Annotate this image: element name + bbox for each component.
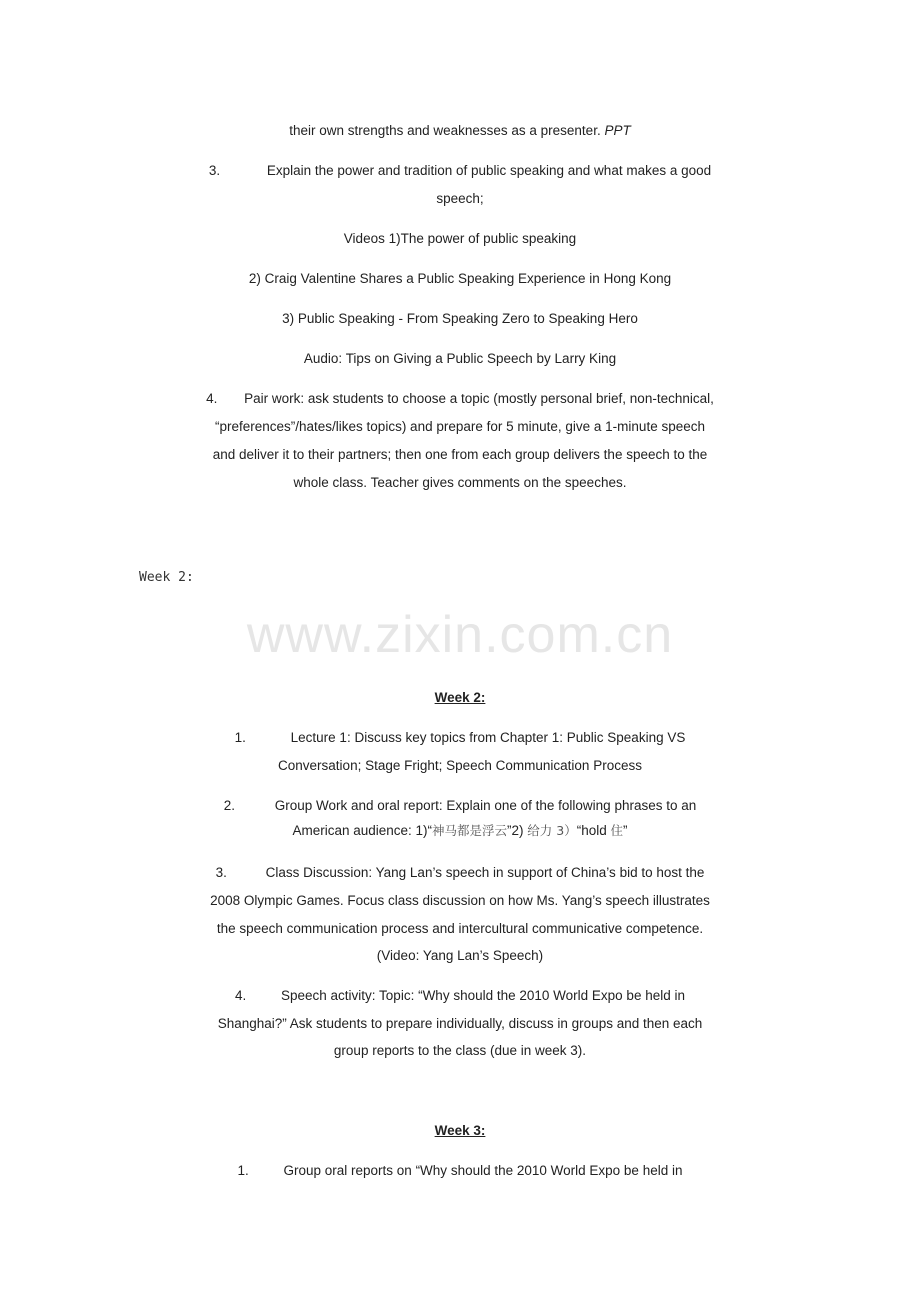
- week-2-item-2-text-1: Group Work and oral report: Explain one of the following phrases to an: [274, 798, 697, 813]
- week-2-heading-text: Week 2:: [434, 690, 486, 705]
- intro-line-1-text: their own strengths and weaknesses as a presenter.: [289, 123, 601, 138]
- week-2-item-4-text-3: group reports to the class (due in week 3).: [333, 1043, 587, 1058]
- week-2-item-1-number: 1.: [234, 730, 246, 745]
- intro-item-4-line-1: [0, 390, 920, 408]
- week-2-item-4-line-3: [0, 1042, 920, 1060]
- week-2-item-4-line-1: [0, 987, 920, 1005]
- week-2-item-2-phrase-2: 给力 3）: [527, 823, 577, 838]
- week-2-item-1-text-1: Lecture 1: Discuss key topics from Chapter 1: Public Speaking VS: [290, 730, 686, 745]
- week-2-item-3-number: 3.: [215, 865, 227, 880]
- intro-item-4-line-4: [0, 474, 920, 492]
- week-2-item-3-text-4: (Video: Yang Lan’s Speech): [376, 948, 544, 963]
- week-2-item-2-phrase-3: 住: [610, 823, 624, 838]
- week-2-item-3-text-3: the speech communication process and intercultural communicative competence.: [216, 921, 704, 936]
- week-2-item-2-number: 2.: [223, 798, 236, 813]
- intro-item-3-number: 3.: [208, 163, 221, 178]
- week-2-item-3-line-2: [0, 892, 920, 910]
- week-2-item-3-text-2: 2008 Olympic Games. Focus class discussion on how Ms. Yang’s speech illustrates: [210, 893, 710, 908]
- intro-item-4-text-2: “preferences”/hates/likes topics) and prepare for 5 minute, give a 1-minute speech: [214, 419, 705, 434]
- week-2-item-2-phrase-1: 神马都是浮云: [432, 823, 508, 838]
- watermark-text: www.zixin.com.cn: [246, 606, 674, 664]
- intro-item-3-text-2: speech;: [436, 191, 484, 206]
- ppt-label: PPT: [604, 123, 631, 138]
- intro-item-4-line-3: [0, 446, 920, 464]
- watermark: [0, 603, 920, 667]
- intro-item-4-text-4: whole class. Teacher gives comments on the speeches.: [293, 475, 627, 490]
- videos-line-2-text: 2) Craig Valentine Shares a Public Speaking Experience in Hong Kong: [248, 271, 672, 286]
- videos-line-3: [0, 310, 920, 328]
- week-3-heading: [0, 1122, 920, 1140]
- week-2-item-2-line-2: [0, 822, 920, 840]
- intro-item-3-line-2: [0, 190, 920, 208]
- intro-item-3-text-1: Explain the power and tradition of public speaking and what makes a good: [266, 163, 712, 178]
- week-2-item-3-line-1: [0, 864, 920, 882]
- week-2-item-2-text-2c: “hold: [576, 823, 607, 838]
- week-2-mono-label-text: Week 2:: [139, 570, 194, 585]
- intro-item-3-line-1: [0, 162, 920, 180]
- week-2-item-4-text-1: Speech activity: Topic: “Why should the 2010 World Expo be held in: [281, 988, 685, 1003]
- week-3-item-1-number: 1.: [237, 1163, 249, 1178]
- intro-item-4-number: 4.: [206, 391, 218, 406]
- intro-line-1: [0, 122, 920, 140]
- videos-line-1-text: Videos 1)The power of public speaking: [343, 231, 577, 246]
- week-3-item-1-text-1: Group oral reports on “Why should the 2010 World Expo be held in: [283, 1163, 683, 1178]
- week-2-item-3-line-3: [0, 920, 920, 938]
- week-2-item-2-text-2b: ”2): [507, 823, 524, 838]
- week-2-item-1-line-2: [0, 757, 920, 775]
- videos-line-1: [0, 230, 920, 248]
- videos-line-2: [0, 270, 920, 288]
- week-2-item-3-text-1: Class Discussion: Yang Lan’s speech in support of China’s bid to host the: [265, 865, 705, 880]
- intro-item-4-line-2: [0, 418, 920, 436]
- week-2-mono-label: [139, 569, 339, 587]
- week-2-item-2-text-2a: American audience: 1)“: [292, 823, 433, 838]
- week-2-item-1-line-1: [0, 729, 920, 747]
- week-2-item-4-text-2: Shanghai?” Ask students to prepare individually, discuss in groups and then each: [217, 1016, 703, 1031]
- videos-line-3-text: 3) Public Speaking - From Speaking Zero to Speaking Hero: [282, 311, 638, 326]
- week-2-item-2-text-2d: ”: [623, 823, 628, 838]
- week-2-item-1-text-2: Conversation; Stage Fright; Speech Communication Process: [278, 758, 642, 773]
- week-2-item-4-number: 4.: [235, 988, 247, 1003]
- intro-item-4-text-1: Pair work: ask students to choose a topic (mostly personal brief, non-technical,: [244, 391, 714, 406]
- audio-line: [0, 350, 920, 368]
- week-2-item-4-line-2: [0, 1015, 920, 1033]
- week-3-item-1-line-1: [0, 1162, 920, 1180]
- audio-line-text: Audio: Tips on Giving a Public Speech by Larry King: [303, 351, 617, 366]
- week-2-heading: [0, 689, 920, 707]
- week-2-item-3-line-4: [0, 947, 920, 965]
- week-3-heading-text: Week 3:: [434, 1123, 486, 1138]
- week-2-item-2-line-1: [0, 797, 920, 815]
- intro-item-4-text-3: and deliver it to their partners; then one from each group delivers the speech to the: [212, 447, 708, 462]
